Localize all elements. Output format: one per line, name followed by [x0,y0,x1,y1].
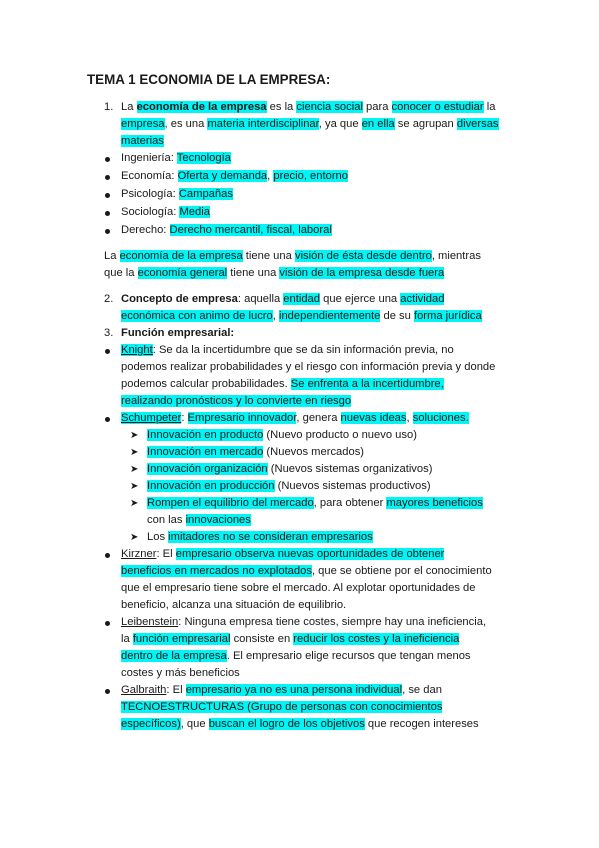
bullet-icon [105,349,110,354]
leibenstein-line-1: Leibenstein: Ninguna empresa tiene costes, siempre hay una ineficiencia, [121,616,487,628]
section-3-number: 3. [104,327,114,339]
innovation-item: Innovación en producción (Nuevos sistemas productivos) [147,480,431,492]
kirzner-line-2: beneficios en mercados no explotados, que se obtiene por el conocimiento [121,565,492,577]
leibenstein-line-2: la función empresarial consiste en reducir los costes y la ineficiencia [121,633,460,645]
arrow-bullet-icon: ➤ [130,447,139,458]
page-title: TEMA 1 ECONOMIA DE LA EMPRESA: [87,72,331,87]
bullet-icon [105,553,110,558]
innovation-item: Innovación organización (Nuevos sistemas organizativos) [147,463,433,475]
knight-line-4: realizando pronósticos y lo convierte en riesgo [121,395,352,407]
section-3-label: Función empresarial: [121,327,235,339]
paragraph-line-2: que la economía general tiene una visión de la empresa desde fuera [104,267,445,279]
paragraph-line-1: La economía de la empresa tiene una visión de ésta desde dentro, mientras [104,250,481,262]
s2-line-1: Concepto de empresa: aquella entidad que ejerce una actividad [121,293,445,305]
arrow-bullet-icon: ➤ [130,498,139,509]
innovation-item-continuation: con las innovaciones [147,514,251,526]
bullet-icon [105,621,110,626]
schumpeter-line-1: Schumpeter: Empresario innovador, genera nuevas ideas, soluciones. [121,412,469,424]
s1-line-1: La economía de la empresa es la ciencia social para conocer o estudiar la [121,101,496,113]
knight-line-3: podemos calcular probabilidades. Se enfrenta a la incertidumbre, [121,378,444,390]
bullet-icon [105,193,110,198]
galbraith-line-3: específicos), que buscan el logro de los objetivos que recogen intereses [121,718,479,730]
innovation-item: Innovación en producto (Nuevo producto o nuevo uso) [147,429,417,441]
s2-line-2: económica con animo de lucro, independientemente de su forma jurídica [121,310,482,322]
innovation-item: Rompen el equilibrio del mercado, para obtener mayores beneficios [147,497,483,509]
kirzner-line-3: que el empresario tiene sobre el mercado. Al explotar oportunidades de [121,582,476,594]
discipline-item: Sociología: Media [121,206,210,218]
discipline-item: Derecho: Derecho mercantil, fiscal, laboral [121,224,332,236]
s1-line-2: empresa, es una materia interdisciplinar, ya que en ella se agrupan diversas [121,118,499,130]
innovation-item: Innovación en mercado (Nuevos mercados) [147,446,365,458]
bullet-icon [105,417,110,422]
knight-line-2: podemos realizar probabilidades y el riesgo con información previa y donde [121,361,496,373]
discipline-item: Psicología: Campañas [121,188,233,200]
knight-line-1: Knight: Se da la incertidumbre que se da sin información previa, no [121,344,454,356]
arrow-bullet-icon: ➤ [130,430,139,441]
galbraith-line-1: Galbraith: El empresario ya no es una persona individual, se dan [121,684,442,696]
leibenstein-line-3: dentro de la empresa. El empresario elige recursos que tengan menos [121,650,471,662]
galbraith-line-2: TECNOESTRUCTURAS (Grupo de personas con conocimientos [121,701,443,713]
bullet-icon [105,229,110,234]
leibenstein-line-4: costes y más beneficios [121,667,240,679]
arrow-bullet-icon: ➤ [130,481,139,492]
arrow-bullet-icon: ➤ [130,532,139,543]
bullet-icon [105,211,110,216]
discipline-item: Ingeniería: Tecnología [121,152,231,164]
bullet-icon [105,689,110,694]
kirzner-line-1: Kirzner: El empresario observa nuevas oportunidades de obtener [121,548,445,560]
section-1-number: 1. [104,101,114,113]
innovation-item: Los imitadores no se consideran empresarios [147,531,373,543]
bullet-icon [105,175,110,180]
discipline-item: Economía: Oferta y demanda, precio, entorno [121,170,349,182]
bullet-icon [105,157,110,162]
arrow-bullet-icon: ➤ [130,464,139,475]
s1-line-3: materias [121,135,164,147]
kirzner-line-4: beneficio, alcanza una situación de equilibrio. [121,599,347,611]
section-2-number: 2. [104,293,114,305]
